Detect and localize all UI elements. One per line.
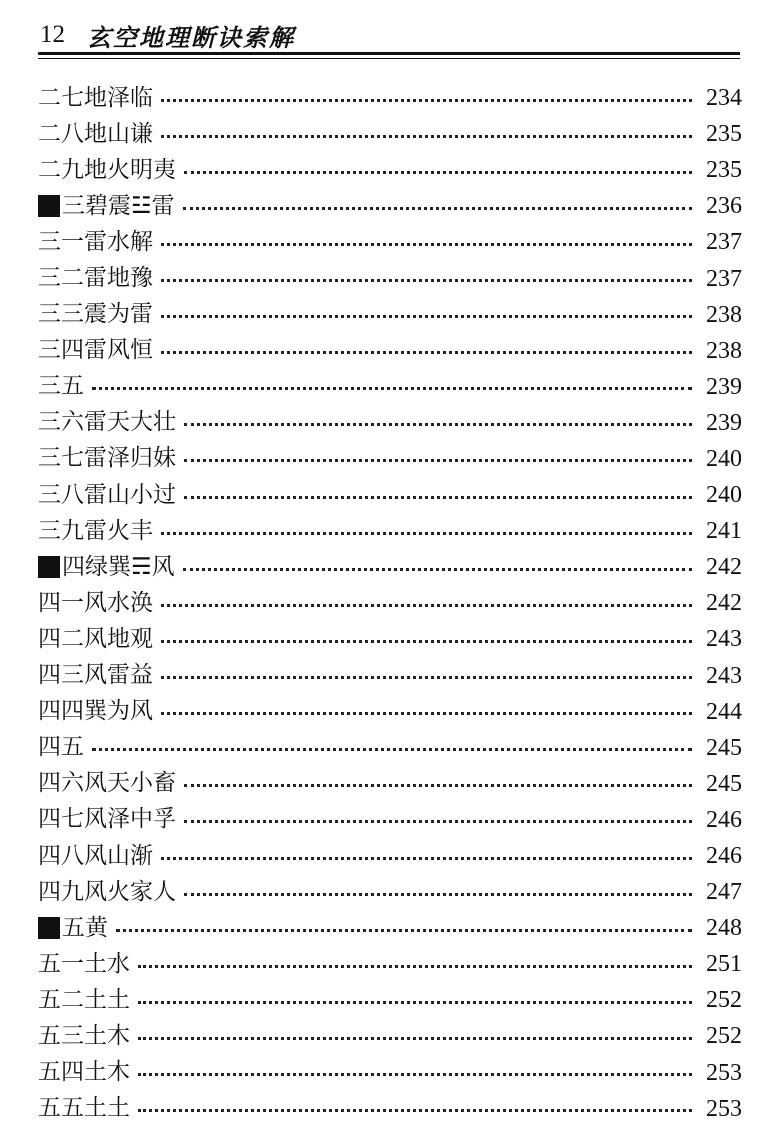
dot-leader (184, 459, 692, 462)
dot-leader (161, 351, 692, 354)
toc-entry (38, 224, 742, 260)
toc-entry-page: 237 (706, 265, 742, 292)
section-square-icon (38, 556, 60, 578)
toc-entry-page: 237 (706, 229, 742, 256)
dot-leader (161, 712, 692, 715)
toc-entry-title: 四三风雷益 (38, 662, 153, 689)
toc-entry-title: 四六风天小畜 (38, 770, 176, 797)
toc-entry-page: 242 (706, 590, 742, 617)
toc-entry-page: 239 (706, 373, 742, 400)
header-rule-thin (38, 58, 740, 59)
toc-entry-title: 五一土水 (38, 950, 130, 977)
toc-entry (38, 874, 742, 910)
header-rule-thick (38, 52, 740, 55)
toc-entry (38, 549, 742, 585)
toc-entry (38, 1055, 742, 1091)
toc-entry-page: 234 (706, 85, 742, 112)
dot-leader (184, 171, 692, 174)
toc-entry-title: 五三土木 (38, 1022, 130, 1049)
toc-entry-title: 三七雷泽归妹 (38, 445, 176, 472)
toc-entry-page: 241 (706, 518, 742, 545)
dot-leader (184, 496, 692, 499)
toc-entry (38, 297, 742, 333)
toc-entry-page: 246 (706, 806, 742, 833)
dot-leader (161, 315, 692, 318)
toc-entry-title: 五黄 (62, 914, 108, 941)
toc-entry (38, 152, 742, 188)
toc-entry (38, 946, 742, 982)
toc-entry-page: 240 (706, 482, 742, 509)
toc-entry (38, 333, 742, 369)
toc-entry-title: 四七风泽中孚 (38, 806, 176, 833)
dot-leader (161, 279, 692, 282)
toc-entry-page: 245 (706, 770, 742, 797)
toc-entry (38, 585, 742, 621)
book-title: 玄空地理断诀索解 (87, 23, 295, 52)
dot-leader (138, 1109, 692, 1112)
toc-entry (38, 1018, 742, 1054)
dot-leader (138, 1073, 692, 1076)
toc-entry-page: 236 (706, 193, 742, 220)
dot-leader (138, 965, 692, 968)
toc-entry-page: 235 (706, 157, 742, 184)
toc-entry-page: 238 (706, 337, 742, 364)
dot-leader (161, 604, 692, 607)
toc-entry (38, 802, 742, 838)
dot-leader (138, 1001, 692, 1004)
section-square-icon (38, 195, 60, 217)
dot-leader (161, 857, 692, 860)
toc-entry-page: 251 (706, 951, 742, 978)
toc-entry (38, 766, 742, 802)
dot-leader (116, 929, 692, 932)
toc-entry (38, 441, 742, 477)
toc-entry-title: 三五 (38, 373, 84, 400)
toc-entry-title: 四八风山渐 (38, 842, 153, 869)
toc-entry (38, 405, 742, 441)
toc-entry-page: 242 (706, 554, 742, 581)
toc-entry-title: 三八雷山小过 (38, 481, 176, 508)
toc-entry-page: 253 (706, 1059, 742, 1086)
toc-entry-title: 四二风地观 (38, 625, 153, 652)
toc-entry (38, 982, 742, 1018)
dot-leader (183, 207, 692, 210)
toc-entry (38, 116, 742, 152)
dot-leader (161, 99, 692, 102)
toc-entry-page: 248 (706, 915, 742, 942)
dot-leader (161, 640, 692, 643)
toc-entry-page: 247 (706, 879, 742, 906)
table-of-contents (38, 80, 742, 1127)
toc-entry-title: 五二土土 (38, 986, 130, 1013)
toc-entry-page: 245 (706, 734, 742, 761)
toc-entry-title: 四绿巽☴风 (62, 553, 175, 580)
toc-entry-title: 三碧震☳雷 (62, 192, 175, 219)
dot-leader (184, 423, 692, 426)
toc-entry-title: 四一风水涣 (38, 589, 153, 616)
dot-leader (184, 784, 692, 787)
toc-entry-page: 246 (706, 843, 742, 870)
toc-entry (38, 369, 742, 405)
dot-leader (161, 676, 692, 679)
page-header (40, 18, 295, 52)
toc-entry-page: 239 (706, 409, 742, 436)
toc-entry-page: 253 (706, 1095, 742, 1122)
dot-leader (184, 820, 692, 823)
toc-entry-page: 243 (706, 662, 742, 689)
toc-entry-title: 二八地山谦 (38, 120, 153, 147)
toc-entry-page: 244 (706, 698, 742, 725)
toc-entry-title: 三九雷火丰 (38, 517, 153, 544)
toc-entry-page: 238 (706, 301, 742, 328)
dot-leader (138, 1037, 692, 1040)
dot-leader (161, 243, 692, 246)
toc-entry-page: 252 (706, 987, 742, 1014)
toc-entry (38, 1091, 742, 1127)
toc-entry (38, 694, 742, 730)
toc-entry (38, 621, 742, 657)
toc-entry-title: 四五 (38, 734, 84, 761)
toc-entry-title: 五四土木 (38, 1059, 130, 1086)
page-number: 12 (40, 21, 65, 48)
toc-entry (38, 513, 742, 549)
toc-entry (38, 838, 742, 874)
toc-entry (38, 910, 742, 946)
toc-entry (38, 658, 742, 694)
toc-entry (38, 477, 742, 513)
toc-entry-title: 五五土土 (38, 1095, 130, 1122)
toc-entry-title: 四四巽为风 (38, 698, 153, 725)
toc-entry (38, 260, 742, 296)
toc-entry-title: 二九地火明夷 (38, 156, 176, 183)
toc-entry (38, 80, 742, 116)
toc-entry-title: 三三震为雷 (38, 301, 153, 328)
dot-leader (161, 135, 692, 138)
toc-entry-page: 252 (706, 1023, 742, 1050)
toc-entry-title: 三六雷天大壮 (38, 409, 176, 436)
section-square-icon (38, 917, 60, 939)
dot-leader (183, 568, 692, 571)
dot-leader (92, 748, 692, 751)
dot-leader (161, 532, 692, 535)
toc-entry-page: 240 (706, 445, 742, 472)
toc-entry-title: 二七地泽临 (38, 84, 153, 111)
toc-entry (38, 730, 742, 766)
dot-leader (184, 893, 692, 896)
toc-entry-title: 三一雷水解 (38, 228, 153, 255)
toc-entry-title: 三二雷地豫 (38, 265, 153, 292)
toc-entry-title: 三四雷风恒 (38, 337, 153, 364)
toc-entry-page: 235 (706, 121, 742, 148)
toc-entry-page: 243 (706, 626, 742, 653)
dot-leader (92, 387, 692, 390)
toc-entry-title: 四九风火家人 (38, 878, 176, 905)
toc-entry (38, 188, 742, 224)
